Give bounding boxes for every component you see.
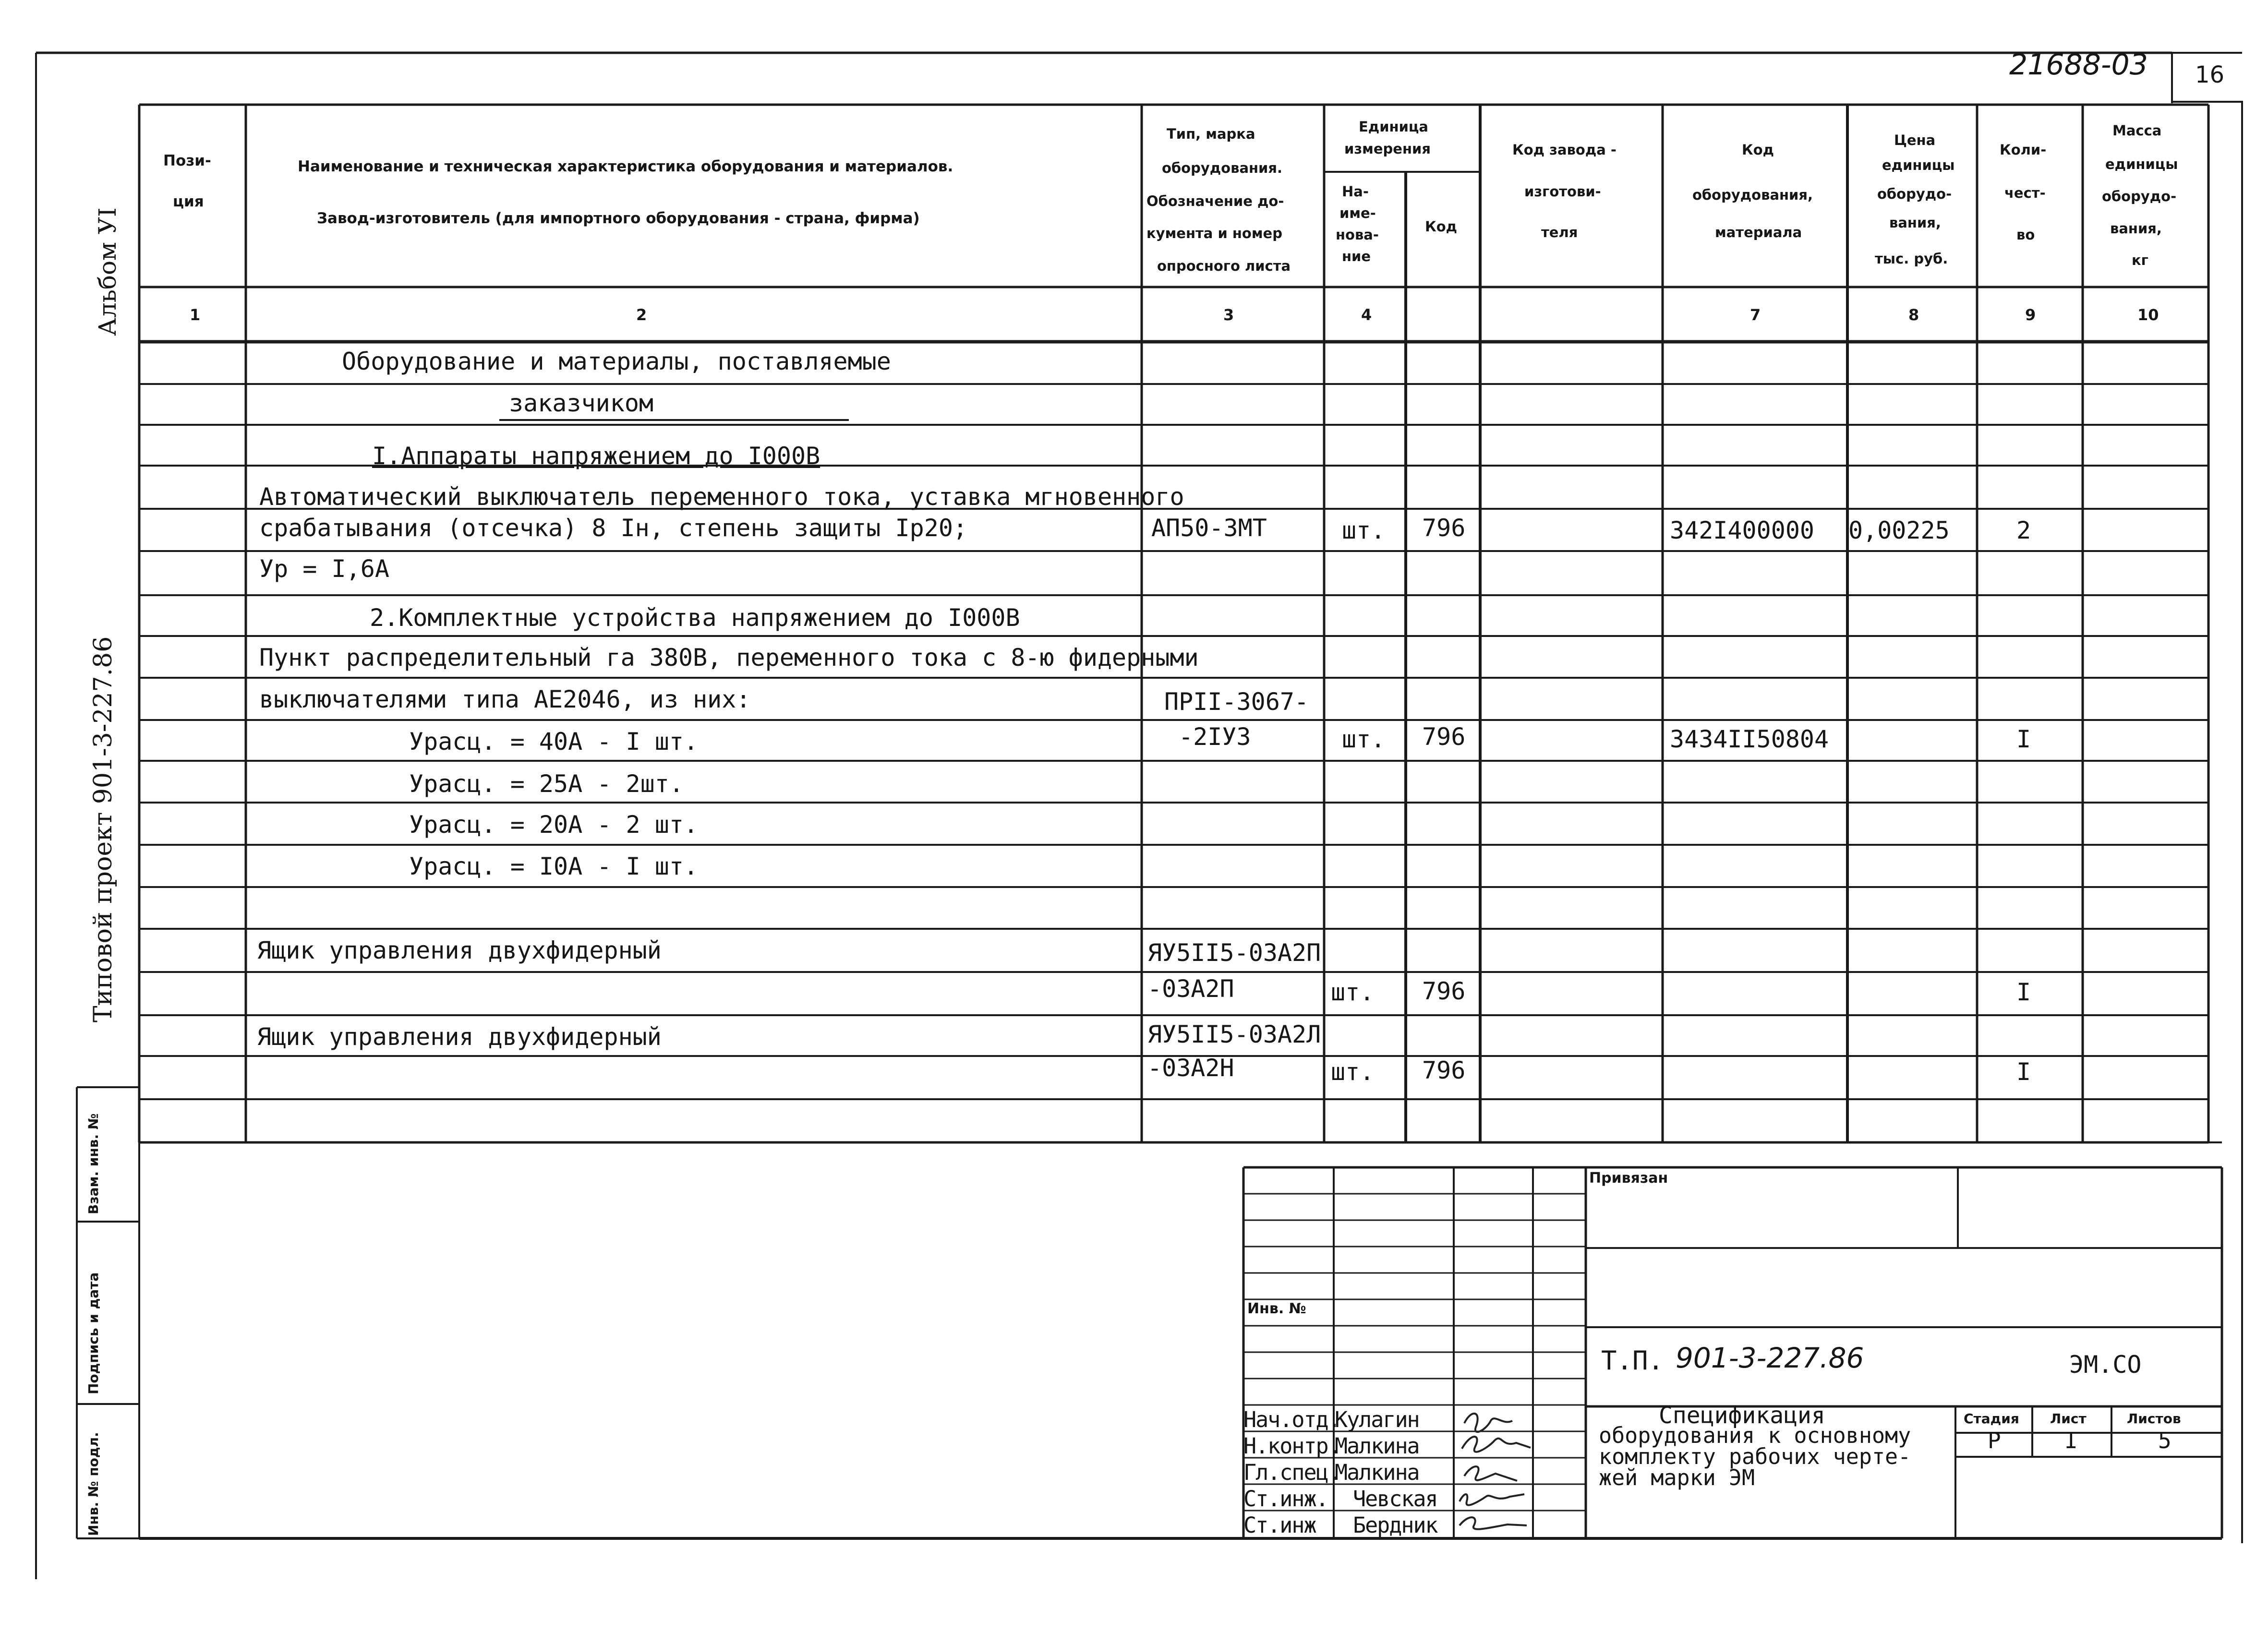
sheet-label: Лист bbox=[2050, 1411, 2087, 1427]
item4-type-2: -03А2Н bbox=[1147, 1054, 1234, 1082]
item1-code: 796 bbox=[1422, 514, 1466, 542]
header-position-1: Пози- bbox=[163, 152, 211, 169]
item2-line2: выключателями типа АЕ2046, из них: bbox=[259, 685, 751, 713]
role-1: Нач.отд. bbox=[1243, 1407, 1340, 1432]
role-4: Ст.инж. bbox=[1243, 1486, 1328, 1512]
header-name-1: Наименование и техническая характеристика оборудования и материалов. bbox=[298, 158, 953, 175]
item2-sub-4: Урасц. = I0А - I шт. bbox=[409, 852, 699, 880]
privyazan-label: Привязан bbox=[1589, 1170, 1668, 1187]
inv-no-label: Инв. № bbox=[1247, 1300, 1306, 1317]
header-type-3: Обозначение до- bbox=[1146, 193, 1284, 209]
stamp-replace-inv: Взам. инв. № bbox=[85, 1113, 101, 1214]
header-maker-code-1: Код завода - bbox=[1512, 142, 1617, 158]
item2-unit: шт. bbox=[1342, 725, 1386, 753]
header-unit-name-4: ние bbox=[1342, 248, 1371, 264]
item2-equip-code: 3434II50804 bbox=[1670, 725, 1829, 753]
header-type-2: оборудования. bbox=[1162, 160, 1283, 176]
item4-name: Ящик управления двухфидерный bbox=[257, 1023, 662, 1051]
header-equip-code-2: оборудования, bbox=[1692, 187, 1813, 203]
item2-sub-1: Урасц. = 40А - I шт. bbox=[409, 728, 699, 756]
item2-qty: I bbox=[2016, 725, 2031, 753]
item1-unit: шт. bbox=[1342, 516, 1386, 544]
doc-title-4: жей марки ЭМ bbox=[1599, 1465, 1755, 1490]
col-num-8: 8 bbox=[1908, 306, 1919, 324]
header-type-4: кумента и номер bbox=[1146, 225, 1282, 241]
header-mass-2: единицы bbox=[2105, 156, 2178, 172]
sheet-number: 16 bbox=[2195, 61, 2225, 88]
header-maker-code-3: теля bbox=[1541, 224, 1578, 240]
header-equip-code-3: материала bbox=[1715, 224, 1802, 240]
header-type-1: Тип, марка bbox=[1167, 126, 1255, 142]
header-unit-2: измерения bbox=[1344, 141, 1431, 157]
doc-title-1: Спецификация bbox=[1659, 1402, 1825, 1429]
header-unit-name-1: На- bbox=[1342, 183, 1369, 200]
role-5: Ст.инж bbox=[1243, 1512, 1316, 1538]
stamp-inv-orig: Инв. № подл. bbox=[85, 1432, 101, 1536]
section-title-1: Оборудование и материалы, поставляемые bbox=[342, 348, 891, 375]
item2-sub-2: Урасц. = 25А - 2шт. bbox=[409, 770, 684, 798]
header-unit-1: Единица bbox=[1359, 119, 1428, 135]
project-label: Типовой проект 901-3-227.86 bbox=[89, 636, 118, 1022]
item2-line1: Пункт распределительный га 380В, переменного тока с 8-ю фидерными bbox=[259, 644, 1199, 672]
col-num-10: 10 bbox=[2137, 306, 2159, 324]
header-qty-3: во bbox=[2016, 227, 2035, 243]
name-3: Малкина bbox=[1335, 1460, 1419, 1485]
header-mass-4: вания, bbox=[2110, 220, 2162, 237]
header-price-4: вания, bbox=[1889, 215, 1941, 231]
doc-title-3: комплекту рабочих черте- bbox=[1599, 1444, 1911, 1469]
item3-unit: шт. bbox=[1331, 978, 1375, 1006]
item1-price: 0,00225 bbox=[1848, 516, 1950, 544]
header-mass-5: кг bbox=[2132, 252, 2148, 268]
section-title-2: заказчиком bbox=[509, 389, 654, 417]
col-num-1: 1 bbox=[190, 306, 201, 324]
item3-name: Ящик управления двухфидерный bbox=[257, 936, 662, 964]
sheets-label: Листов bbox=[2127, 1411, 2181, 1427]
header-unit-name-3: нова- bbox=[1336, 227, 1379, 243]
item1-line2: срабатывания (отсечка) 8 Iн, степень защиты Iр20; bbox=[259, 514, 968, 542]
header-name-2: Завод-изготовитель (для импортного оборудования - страна, фирма) bbox=[317, 210, 920, 227]
item2-sub-3: Урасц. = 20А - 2 шт. bbox=[409, 811, 699, 839]
sheets-value: 5 bbox=[2158, 1428, 2171, 1453]
mark-code: ЭМ.СО bbox=[2069, 1351, 2142, 1379]
stage-value: Р bbox=[1988, 1428, 2001, 1453]
header-qty-2: чест- bbox=[2004, 185, 2046, 201]
stamp-sign-date: Подпись и дата bbox=[85, 1272, 101, 1394]
header-qty-1: Коли- bbox=[2000, 142, 2047, 158]
item1-equip-code: 342I400000 bbox=[1670, 516, 1815, 544]
header-type-5: опросного листа bbox=[1157, 258, 1291, 274]
col-num-3: 3 bbox=[1223, 306, 1234, 324]
header-price-3: оборудо- bbox=[1877, 186, 1952, 202]
col-num-9: 9 bbox=[2025, 306, 2036, 324]
item1-line3: Ур = I,6А bbox=[259, 555, 389, 583]
archive-number: 21688-03 bbox=[2009, 48, 2148, 82]
doc-title-2: оборудования к основному bbox=[1599, 1423, 1911, 1448]
header-maker-code-2: изготови- bbox=[1524, 183, 1601, 200]
header-price-1: Цена bbox=[1894, 132, 1936, 148]
item3-type-2: -03А2П bbox=[1147, 975, 1234, 1003]
item2-code: 796 bbox=[1422, 723, 1466, 751]
subsection-1: I.Аппараты напряжением до I000В bbox=[372, 442, 820, 470]
subsection-2: 2.Комплектные устройства напряжением до I000В bbox=[370, 604, 1020, 632]
item2-type-2: -2IУ3 bbox=[1179, 723, 1251, 751]
header-mass-3: оборудо- bbox=[2102, 188, 2177, 204]
header-price-2: единицы bbox=[1882, 157, 1955, 173]
name-1: Кулагин bbox=[1335, 1407, 1419, 1432]
header-position-2: ция bbox=[173, 193, 204, 210]
item3-type-1: ЯУ5II5-03А2П bbox=[1147, 939, 1321, 967]
item3-code: 796 bbox=[1422, 977, 1466, 1005]
role-2: Н.контр. bbox=[1243, 1433, 1340, 1459]
name-2: Малкина bbox=[1335, 1433, 1419, 1459]
item1-type: АП50-3МТ bbox=[1151, 514, 1267, 542]
sheet-value: I bbox=[2064, 1428, 2078, 1453]
item4-type-1: ЯУ5II5-03А2Л bbox=[1147, 1020, 1321, 1048]
header-unit-name-2: име- bbox=[1339, 205, 1376, 221]
item1-qty: 2 bbox=[2016, 516, 2031, 544]
header-mass-1: Масса bbox=[2112, 122, 2162, 139]
item1-line1: Автоматический выключатель переменного тока, уставка мгновенного bbox=[259, 483, 1184, 511]
stage-label: Стадия bbox=[1964, 1411, 2019, 1427]
header-unit-code: Код bbox=[1425, 218, 1458, 235]
col-num-4: 4 bbox=[1361, 306, 1372, 324]
role-3: Гл.спец. bbox=[1243, 1460, 1340, 1485]
item3-qty: I bbox=[2016, 978, 2031, 1006]
col-num-7: 7 bbox=[1750, 306, 1761, 324]
name-4: Чевская bbox=[1353, 1486, 1437, 1512]
doc-number: 901-3-227.86 bbox=[1676, 1342, 1864, 1374]
header-price-5: тыс. руб. bbox=[1875, 251, 1948, 267]
col-num-2: 2 bbox=[636, 306, 647, 324]
doc-code: Т.П. bbox=[1601, 1345, 1664, 1376]
name-5: Бердник bbox=[1353, 1512, 1437, 1538]
header-equip-code-1: Код bbox=[1742, 142, 1774, 158]
album-label: Альбом УI bbox=[94, 207, 121, 336]
item2-type-1: ПРII-3067- bbox=[1164, 688, 1309, 716]
item4-unit: шт. bbox=[1331, 1058, 1375, 1086]
item4-qty: I bbox=[2016, 1058, 2031, 1086]
item4-code: 796 bbox=[1422, 1056, 1466, 1084]
